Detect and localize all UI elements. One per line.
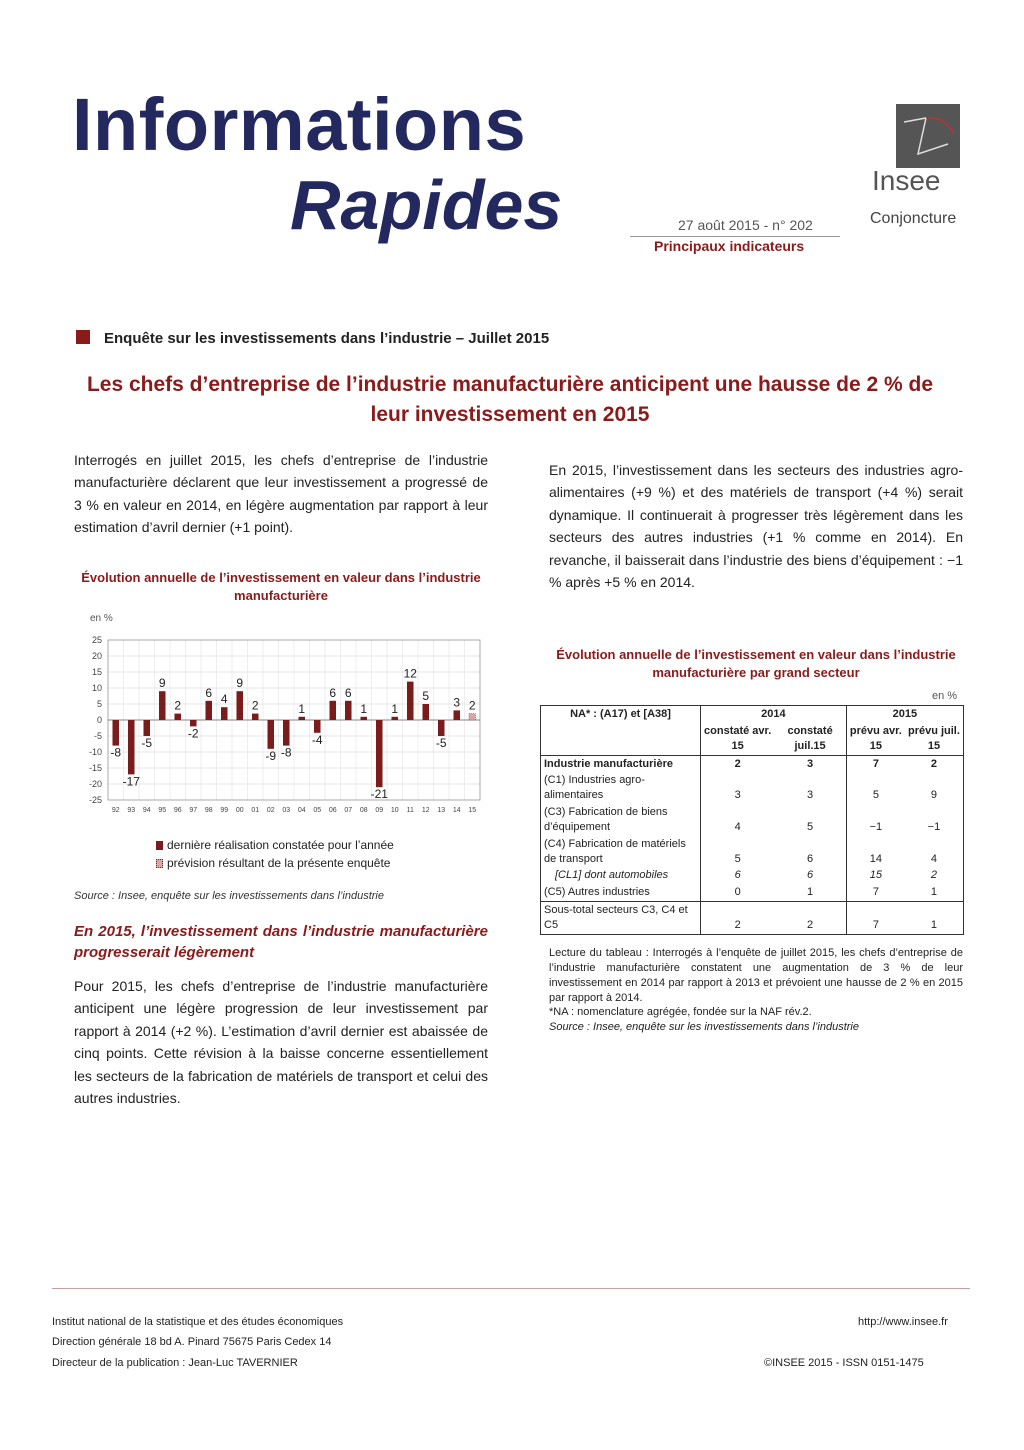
publication-subtitle: Rapides — [290, 166, 563, 244]
cell: −1 — [905, 804, 964, 836]
cell: 9 — [905, 772, 964, 804]
logo-sub: Conjoncture — [870, 210, 957, 227]
cell: 5 — [872, 789, 879, 802]
data-label: 5 — [422, 689, 430, 703]
x-tick-label: 99 — [220, 807, 229, 814]
legend-swatch-actual — [156, 841, 163, 850]
x-tick-label: 97 — [189, 807, 198, 814]
cell: 4 — [905, 836, 964, 868]
y-tick-label: -15 — [88, 763, 102, 773]
table-header-row — [541, 706, 964, 723]
footer-address: Direction générale 18 bd A. Pinard 75675 Paris Cedex 14 — [52, 1336, 332, 1348]
footer-institute: Institut national de la statistique et des études économiques — [52, 1316, 344, 1328]
bar — [329, 701, 336, 720]
table-reading-note: Lecture du tableau : Interrogés à l’enquête de juillet 2015, les chefs d’entreprise de l’industrie manufacturière constatent une augmentation de 3 % de leur investissement en 2014 par rapport à 2013 et prévoient une hausse de 2 % en 2015 par rapport à 2014. — [549, 947, 963, 1004]
square-bullet-icon — [76, 330, 90, 344]
cell: 2 — [905, 867, 964, 884]
bar-chart — [74, 632, 488, 822]
section-subhead: En 2015, l’investissement dans l’industrie manufacturière progresserait légèrement — [74, 923, 488, 961]
x-tick-label: 06 — [328, 807, 337, 814]
table-note — [549, 946, 963, 1035]
cell: 7 — [872, 757, 879, 770]
bar — [143, 720, 150, 736]
y-tick-label: -10 — [88, 747, 102, 757]
bar — [236, 691, 243, 720]
row-label: Sous-total secteurs C3, C4 et C5 — [541, 902, 701, 935]
y-tick-label: -25 — [88, 795, 102, 805]
x-tick-label: 98 — [204, 807, 213, 814]
forecast-paragraph: Pour 2015, les chefs d’entreprise de l’industrie manufacturière anticipent une légère progression de leur investissement par rapport à 2014 (+2 %). L’estimation d’avril dernier est abaissée de cinq points. Cette révision à la baisse concerne essentiellement les secteurs de la fabrication de matériels de transport et celui des autres industries. — [74, 978, 488, 1106]
insee-logo-icon — [896, 104, 960, 168]
cell: 1 — [774, 884, 846, 901]
issue-kicker: Principaux indicateurs — [654, 238, 805, 254]
table-title: Évolution annuelle de l’investissement en valeur dans l’industrie manufacturière par grand secteur — [556, 647, 956, 681]
x-tick-label: 12 — [421, 807, 430, 814]
bar — [252, 714, 259, 720]
bar — [174, 714, 181, 720]
col-header: prévu avr. 15 — [846, 723, 905, 755]
cell: 2 — [700, 755, 774, 772]
data-label: -5 — [435, 736, 447, 750]
cell: 15 — [869, 869, 882, 882]
legend-label-actual: dernière réalisation constatée pour l’année — [167, 838, 394, 852]
intro-paragraph: Interrogés en juillet 2015, les chefs d’entreprise de l’industrie manufacturière déclarent que leur investissement a progressé de 3 % en valeur en 2014, en légère augmentation par rapport à leur estimation d’avril dernier (+1 point). — [74, 452, 488, 536]
bar — [407, 682, 414, 720]
y-tick-label: 15 — [91, 667, 102, 677]
data-label: -17 — [122, 774, 140, 789]
publication-title: Informations — [72, 83, 527, 166]
col-header: constaté juil.15 — [774, 723, 846, 755]
year-2014: 2014 — [700, 706, 846, 723]
data-label: 6 — [205, 685, 213, 700]
data-label: 6 — [344, 685, 352, 700]
x-tick-label: 08 — [359, 807, 368, 814]
data-label: 2 — [251, 698, 259, 713]
data-label: -4 — [311, 732, 323, 747]
data-label: -8 — [280, 745, 292, 760]
data-label: -9 — [265, 748, 277, 763]
cell: 6 — [774, 867, 846, 884]
cell: 2 — [774, 902, 846, 935]
bar — [469, 714, 476, 720]
data-label: 1 — [360, 701, 368, 716]
table-row — [541, 755, 964, 772]
table-row — [541, 884, 964, 901]
data-label: -2 — [187, 726, 199, 741]
bar — [314, 720, 321, 733]
chart-unit: en % — [90, 613, 113, 624]
footer-url-link[interactable]: http://www.insee.fr — [858, 1316, 948, 1328]
table-row — [541, 772, 964, 804]
y-tick-label: -5 — [93, 731, 102, 741]
data-label: -5 — [141, 736, 153, 750]
bar — [221, 707, 228, 720]
y-tick-label: 20 — [91, 651, 102, 661]
issue-date: 27 août 2015 - n° 202 — [678, 217, 813, 233]
x-tick-label: 03 — [282, 807, 291, 814]
cell: 5 — [700, 836, 774, 868]
footer-copyright: ©INSEE 2015 - ISSN 0151-1475 — [764, 1357, 924, 1369]
table-na-note: *NA : nomenclature agrégée, fondée sur la NAF rév.2. — [549, 1006, 812, 1019]
cell: 5 — [774, 804, 846, 836]
x-tick-label: 14 — [452, 807, 461, 814]
legend-item-forecast — [156, 856, 390, 870]
x-tick-label: 15 — [468, 807, 477, 814]
x-tick-label: 13 — [437, 807, 446, 814]
bar — [376, 720, 383, 787]
y-tick-label: 0 — [96, 715, 102, 725]
data-label: 9 — [236, 676, 244, 691]
bar — [453, 710, 460, 720]
x-tick-label: 94 — [142, 807, 151, 814]
data-label: -21 — [370, 787, 388, 802]
table-row — [541, 804, 964, 836]
data-label: -8 — [110, 745, 122, 760]
cell: 3 — [700, 772, 774, 804]
chart-source: Source : Insee, enquête sur les investissements dans l’industrie — [74, 890, 384, 902]
x-tick-label: 09 — [375, 807, 384, 814]
bar — [391, 717, 398, 720]
x-tick-label: 11 — [406, 807, 414, 814]
row-label: (C4) Fabrication de matériels de transport — [541, 836, 701, 868]
y-tick-label: -20 — [88, 779, 102, 789]
cell: 6 — [700, 867, 774, 884]
data-label: 3 — [453, 695, 461, 710]
col-header: constaté avr. 15 — [700, 723, 774, 755]
chart-title: Évolution annuelle de l’investissement en valeur dans l’industrie manufacturière — [81, 570, 481, 604]
bar — [267, 720, 274, 749]
cell: 6 — [774, 836, 846, 868]
bar — [283, 720, 290, 746]
footer-divider — [52, 1288, 970, 1289]
cell: 7 — [846, 902, 905, 935]
footer-director: Directeur de la publication : Jean-Luc TAVERNIER — [52, 1357, 298, 1369]
cell: 3 — [774, 755, 846, 772]
bar — [422, 704, 429, 720]
table-corner: NA* : (A17) et [A38] — [541, 706, 701, 756]
x-tick-label: 10 — [390, 807, 399, 814]
logo-name: Insee — [872, 165, 941, 196]
year-2015: 2015 — [846, 706, 963, 723]
data-label: 12 — [403, 666, 417, 681]
bar — [159, 691, 166, 720]
data-label: 6 — [329, 685, 337, 700]
data-label: 2 — [174, 698, 182, 713]
x-tick-label: 05 — [313, 807, 322, 814]
legend-label-forecast: prévision résultant de la présente enquête — [167, 856, 391, 870]
cell: 4 — [700, 804, 774, 836]
bar — [205, 701, 212, 720]
y-tick-label: 5 — [96, 699, 102, 709]
data-label: 9 — [158, 676, 166, 691]
data-label: 1 — [391, 701, 399, 716]
row-label: (C5) Autres industries — [541, 884, 701, 901]
table-row — [541, 867, 964, 884]
table-unit: en % — [932, 690, 958, 702]
sector-table — [540, 705, 964, 935]
y-tick-label: 10 — [91, 683, 102, 693]
headline: Les chefs d’entreprise de l’industrie manufacturière anticipent une hausse de 2 % de leur investissement en 2015 — [86, 373, 934, 427]
table-source: Source : Insee, enquête sur les investissements dans l’industrie — [549, 1021, 859, 1034]
cell: 2 — [700, 902, 774, 935]
data-label: 2 — [468, 698, 476, 713]
x-tick-label: 01 — [251, 807, 260, 814]
sector-paragraph: En 2015, l’investissement dans les secteurs des industries agro-alimentaires (+9 %) et des matériels de transport (+4 %) serait dynamique. Il continuerait à progresser très légèrement dans les secteurs des autres industries (+1 % comme en 2014). En revanche, il baisserait dans l’industrie des biens d’équipement : −1 % après +5 % en 2014. — [549, 462, 963, 590]
bar — [438, 720, 445, 736]
cell: 1 — [905, 902, 964, 935]
data-label: 1 — [298, 701, 306, 716]
legend-item-actual — [156, 838, 394, 852]
cell: 1 — [905, 884, 964, 901]
row-label: [CL1] dont automobiles — [541, 867, 701, 884]
legend-swatch-forecast — [156, 859, 163, 868]
y-tick-label: 25 — [91, 635, 102, 645]
header-divider — [630, 236, 840, 237]
row-label: (C1) Industries agro-alimentaires — [541, 772, 701, 804]
table-row — [541, 836, 964, 868]
cell: −1 — [869, 820, 883, 833]
row-label: Industrie manufacturière — [541, 755, 701, 772]
bar — [298, 717, 305, 720]
x-tick-label: 93 — [127, 807, 136, 814]
cell: 2 — [905, 755, 964, 772]
row-label: (C3) Fabrication de biens d’équipement — [541, 804, 701, 836]
cell: 3 — [774, 772, 846, 804]
bar — [128, 720, 135, 774]
data-label: 4 — [220, 692, 228, 707]
bar — [360, 717, 367, 720]
bar — [345, 701, 352, 720]
x-tick-label: 00 — [235, 807, 244, 814]
cell: 7 — [872, 886, 879, 899]
x-tick-label: 07 — [344, 807, 353, 814]
x-tick-label: 92 — [111, 807, 120, 814]
table-row-total — [541, 902, 964, 935]
col-header: prévu juil. 15 — [905, 723, 964, 755]
cell: 0 — [700, 884, 774, 901]
x-tick-label: 02 — [266, 807, 275, 814]
x-tick-label: 96 — [173, 807, 182, 814]
bar — [112, 720, 119, 746]
x-tick-label: 04 — [297, 807, 306, 814]
x-tick-label: 95 — [158, 807, 167, 814]
cell: 14 — [869, 852, 882, 865]
survey-label: Enquête sur les investissements dans l’industrie – Juillet 2015 — [104, 330, 550, 347]
